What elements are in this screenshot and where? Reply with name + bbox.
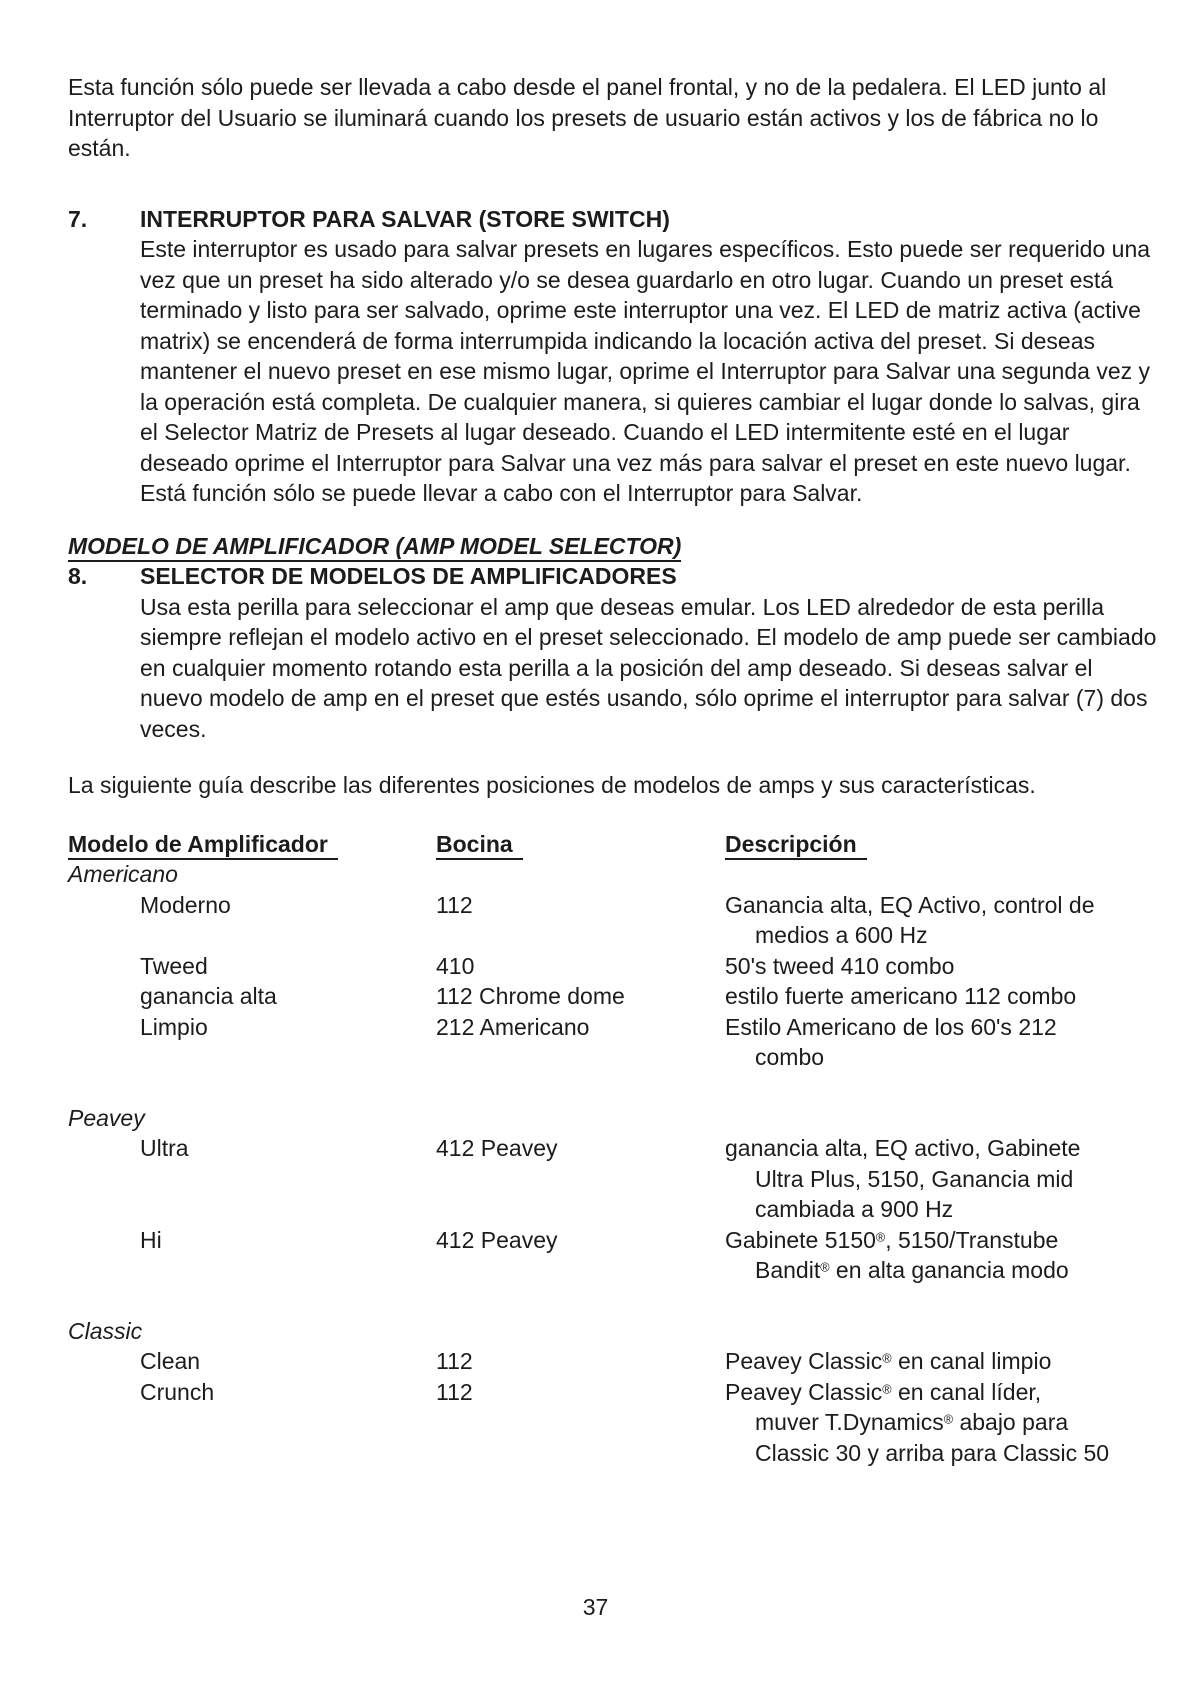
table-row bbox=[140, 1377, 1161, 1469]
table-group-classic bbox=[68, 1316, 1161, 1469]
description-cell: Ganancia alta, EQ Activo, control de medios a 600 Hz bbox=[725, 891, 1095, 948]
amp-model-heading-text: MODELO DE AMPLIFICADOR (AMP MODEL SELECTOR) bbox=[68, 533, 681, 562]
table-row bbox=[140, 1133, 1161, 1225]
section-8-number: 8. bbox=[68, 563, 88, 589]
description-cell: Gabinete 5150®, 5150/Transtube Bandit® en alta ganancia modo bbox=[725, 1226, 1069, 1283]
model-cell: Hi bbox=[140, 1226, 162, 1253]
table-header-row bbox=[68, 829, 1161, 860]
amp-model-heading bbox=[68, 531, 1161, 562]
section-7-title: INTERRUPTOR PARA SALVAR (STORE SWITCH) bbox=[140, 205, 670, 232]
speaker-cell: 112 bbox=[436, 1348, 473, 1374]
column-header-speaker: Bocina bbox=[436, 829, 725, 860]
description-cell: Peavey Classic® en canal limpio bbox=[725, 1348, 1052, 1374]
table-row bbox=[140, 1346, 1161, 1377]
page-number: 37 bbox=[582, 1594, 609, 1620]
section-8-content bbox=[140, 561, 1161, 744]
section-7-number: 7. bbox=[68, 205, 88, 232]
model-cell: Tweed bbox=[140, 952, 208, 979]
group-label: Peavey bbox=[68, 1104, 145, 1131]
description-cell: estilo fuerte americano 112 combo bbox=[725, 983, 1077, 1009]
speaker-cell: 212 Americano bbox=[436, 1013, 590, 1040]
description-cell: 50's tweed 410 combo bbox=[725, 952, 955, 979]
section-7-body: Este interruptor es usado para salvar presets en lugares específicos. Esto puede ser requerido una vez que un preset ha sido alterado y/o se desea guardarlo en otro lugar. Cuando un preset está terminado y listo para ser salvado, oprime este interruptor una vez. El LED de matriz activa (active matrix) se encenderá de forma interrumpida indicando la locación activa del preset. Si deseas mantener el nuevo preset en ese mismo lugar, oprime el Interruptor para Salvar una segunda vez y la operación está completa. De cualquier manera, si quieres cambiar el lugar donde lo salvas, gira el Selector Matriz de Presets al lugar deseado. Cuando el LED intermitente esté en el lugar deseado oprime el Interruptor para Salvar una vez más para salvar el preset en este nuevo lugar. Está función sólo se puede llevar a cabo con el Interruptor para Salvar. bbox=[140, 236, 1151, 506]
model-cell: Clean bbox=[140, 1348, 201, 1374]
table-group-peavey bbox=[68, 1103, 1161, 1286]
section-7 bbox=[68, 204, 1161, 509]
guide-paragraph: La siguiente guía describe las diferentes posiciones de modelos de amps y sus características. bbox=[68, 772, 1036, 798]
description-cell: Estilo Americano de los 60's 212 combo bbox=[725, 1013, 1057, 1070]
speaker-cell: 412 Peavey bbox=[436, 1226, 558, 1253]
model-cell: Crunch bbox=[140, 1378, 215, 1405]
table-row bbox=[140, 890, 1161, 951]
description-cell: Peavey Classic® en canal líder, muver T.Dynamics® abajo para Classic 30 y arriba para Classic 50 bbox=[725, 1378, 1110, 1466]
group-label: Americano bbox=[68, 861, 178, 887]
table-row bbox=[140, 951, 1161, 982]
table-row bbox=[140, 1225, 1161, 1286]
model-cell: ganancia alta bbox=[140, 983, 277, 1009]
amp-model-table bbox=[68, 829, 1161, 1469]
group-label: Classic bbox=[68, 1317, 143, 1344]
speaker-cell: 112 bbox=[436, 891, 473, 918]
model-cell: Limpio bbox=[140, 1013, 208, 1040]
section-8 bbox=[68, 561, 1161, 744]
model-cell: Ultra bbox=[140, 1135, 189, 1161]
model-cell: Moderno bbox=[140, 891, 231, 918]
speaker-cell: 112 bbox=[436, 1378, 473, 1405]
section-7-content bbox=[140, 204, 1161, 509]
column-header-model: Modelo de Amplificador bbox=[68, 829, 436, 860]
description-cell: ganancia alta, EQ activo, Gabinete Ultra Plus, 5150, Ganancia mid cambiada a 900 Hz bbox=[725, 1135, 1081, 1222]
table-group-americano bbox=[68, 859, 1161, 1073]
intro-paragraph: Esta función sólo puede ser llevada a cabo desde el panel frontal, y no de la pedalera. El LED junto al Interruptor del Usuario se iluminará cuando los presets de usuario están activos y los de fábrica no lo están. bbox=[68, 74, 1107, 161]
table-row bbox=[140, 1012, 1161, 1073]
section-8-body: Usa esta perilla para seleccionar el amp que deseas emular. Los LED alrededor de esta perilla siempre reflejan el modelo activo en el preset seleccionado. El modelo de amp puede ser cambiado en cualquier momento rotando esta perilla a la posición del amp deseado. Si deseas salvar el nuevo modelo de amp en el preset que estés usando, sólo oprime el interruptor para salvar (7) dos veces. bbox=[140, 593, 1157, 742]
table-row bbox=[140, 981, 1161, 1012]
speaker-cell: 112 Chrome dome bbox=[436, 983, 625, 1009]
column-header-description: Descripción bbox=[725, 829, 1161, 860]
speaker-cell: 412 Peavey bbox=[436, 1135, 558, 1161]
section-8-title: SELECTOR DE MODELOS DE AMPLIFICADORES bbox=[140, 563, 677, 589]
speaker-cell: 410 bbox=[436, 952, 475, 979]
